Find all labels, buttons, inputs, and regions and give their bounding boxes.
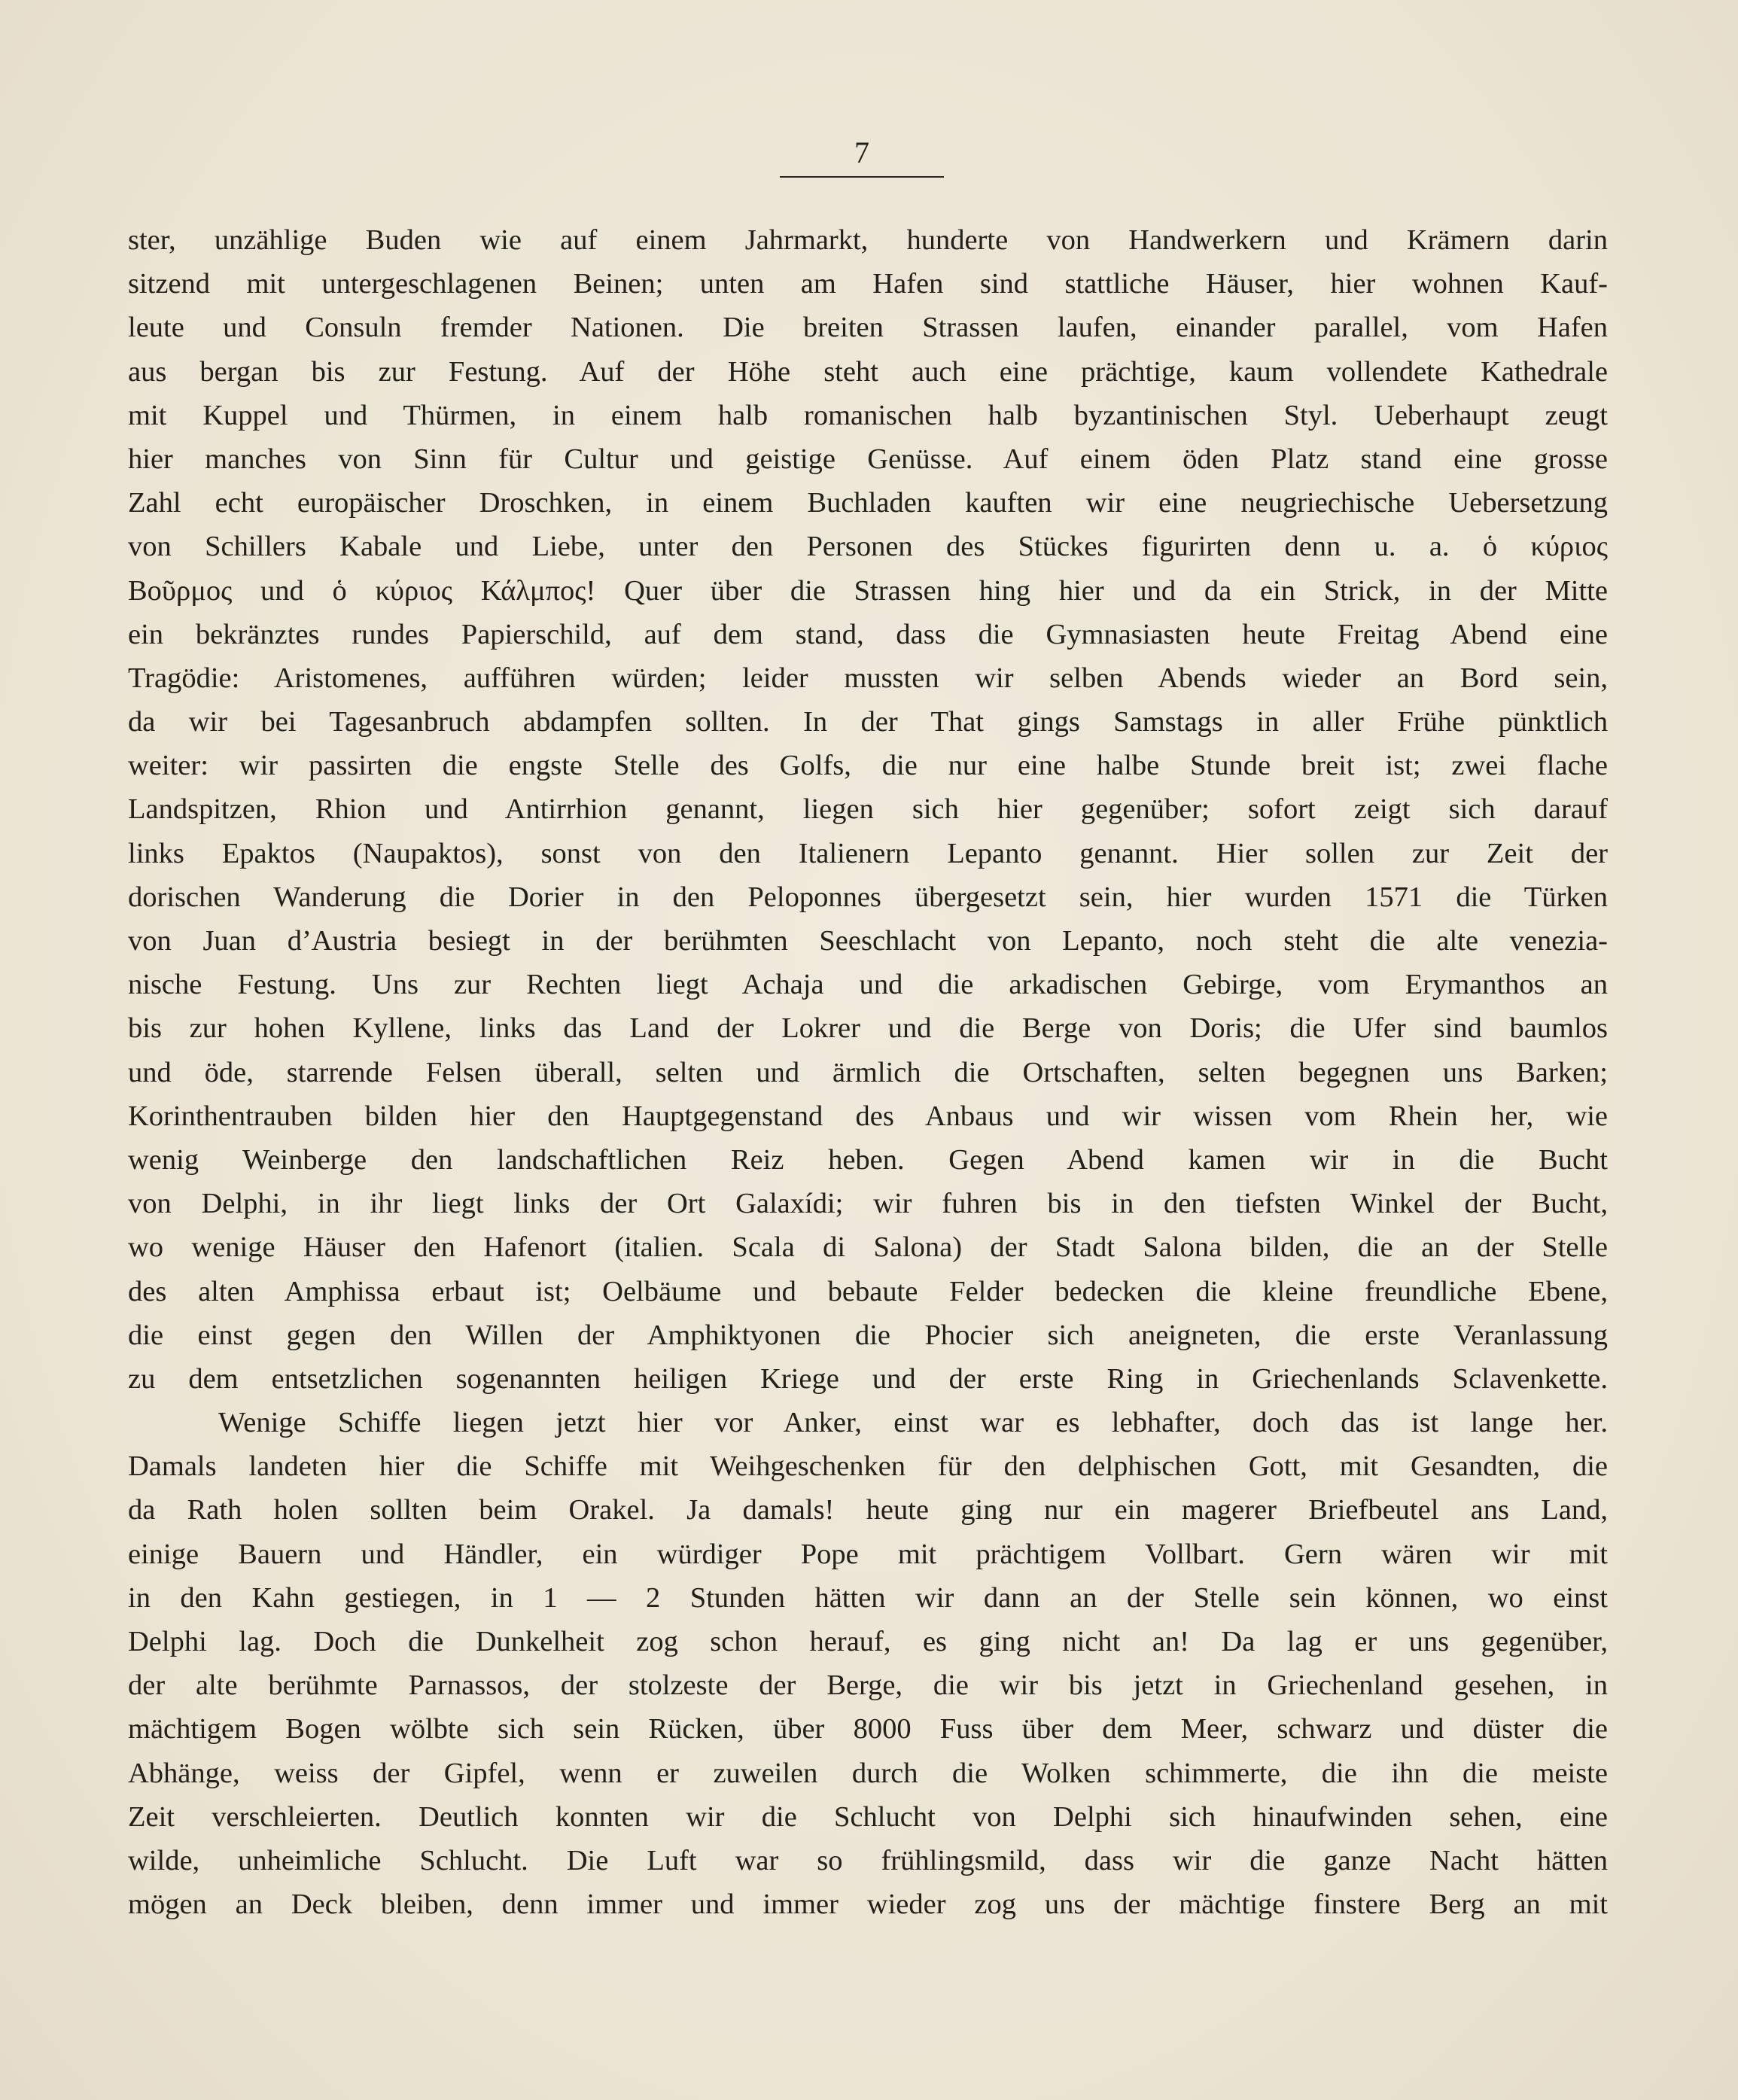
text-line: mögen an Deck bleiben, denn immer und immer wieder zog uns der mächtige finstere Berg an mit [128,1888,1608,1921]
text-line: Tragödie: Aristomenes, aufführen würden; leider mussten wir selben Abends wieder an Bord sein, [128,662,1608,694]
text-line: da wir bei Tagesanbruch abdampfen sollten. In der That gings Samstags in aller Frühe pünktlich [128,706,1608,738]
text-line: Abhänge, weiss der Gipfel, wenn er zuweilen durch die Wolken schimmerte, die ihn die meiste [128,1757,1608,1789]
text-line: Wenige Schiffe liegen jetzt hier vor Anker, einst war es lebhafter, doch das ist lange her. [218,1407,1608,1439]
body-text [128,218,1608,1926]
text-line: Damals landeten hier die Schiffe mit Weihgeschenken für den delphischen Gott, mit Gesandten, die [128,1450,1608,1483]
text-line: der alte berühmte Parnassos, der stolzeste der Berge, die wir bis jetzt in Griechenland gesehen, in [128,1669,1608,1702]
text-line: die einst gegen den Willen der Amphiktyonen die Phocier sich aneigneten, die erste Veranlassung [128,1319,1608,1351]
text-line: wenig Weinberge den landschaftlichen Reiz heben. Gegen Abend kamen wir in die Bucht [128,1143,1608,1176]
text-line: von Delphi, in ihr liegt links der Ort Galaxídi; wir fuhren bis in den tiefsten Winkel der Bucht, [128,1188,1608,1220]
text-line: wo wenige Häuser den Hafenort (italien. Scala di Salona) der Stadt Salona bilden, die an der Stelle [128,1231,1608,1264]
text-line: Delphi lag. Doch die Dunkelheit zog schon herauf, es ging nicht an! Da lag er uns gegenüber, [128,1626,1608,1657]
text-line: in den Kahn gestiegen, in 1 — 2 Stunden hätten wir dann an der Stelle sein können, wo einst [128,1581,1608,1614]
text-line: Zeit verschleierten. Deutlich konnten wir die Schlucht von Delphi sich hinaufwinden sehen, eine [128,1800,1608,1833]
text-line: Korinthentrauben bilden hier den Hauptgegenstand des Anbaus und wir wissen vom Rhein her, wie [128,1100,1608,1132]
text-line: mächtigem Bogen wölbte sich sein Rücken, über 8000 Fuss über dem Meer, schwarz und düster die [128,1713,1608,1745]
page-number: 7 [854,135,869,169]
text-line: Βοῦρμος und ὁ κύριος Κάλμπος! Quer über die Strassen hing hier und da ein Strick, in der Mitte [128,574,1608,607]
text-line: zu dem entsetzlichen sogenannten heiligen Kriege und der erste Ring in Griechenlands Sclavenkette. [128,1362,1608,1395]
text-line: nische Festung. Uns zur Rechten liegt Achaja und die arkadischen Gebirge, vom Erymanthos an [128,969,1608,1001]
text-line: da Rath holen sollten beim Orakel. Ja damals! heute ging nur ein magerer Briefbeutel ans Land, [128,1494,1608,1526]
text-line: Zahl echt europäischer Droschken, in einem Buchladen kauften wir eine neugriechische Uebersetzung [128,487,1608,519]
text-line: mit Kuppel und Thürmen, in einem halb romanischen halb byzantinischen Styl. Ueberhaupt zeugt [128,399,1608,431]
text-line: und öde, starrende Felsen überall, selten und ärmlich die Ortschaften, selten begegnen uns Barken; [128,1056,1608,1088]
text-line: leute und Consuln fremder Nationen. Die breiten Strassen laufen, einander parallel, vom Hafen [128,312,1608,344]
text-line: dorischen Wanderung die Dorier in den Peloponnes übergesetzt sein, hier wurden 1571 die Türken [128,881,1608,913]
text-line: ster, unzählige Buden wie auf einem Jahrmarkt, hunderte von Handwerkern und Krämern darin [128,224,1608,256]
text-line: von Juan d’Austria besiegt in der berühmten Seeschlacht von Lepanto, noch steht die alte venezia- [128,925,1608,957]
text-line: hier manches von Sinn für Cultur und geistige Genüsse. Auf einem öden Platz stand eine grosse [128,443,1608,475]
text-line: links Epaktos (Naupaktos), sonst von den Italienern Lepanto genannt. Hier sollen zur Zeit der [128,837,1608,869]
text-line: ein bekränztes rundes Papierschild, auf dem stand, dass die Gymnasiasten heute Freitag Abend eine [128,618,1608,650]
text-line: des alten Amphissa erbaut ist; Oelbäume und bebaute Felder bedecken die kleine freundliche Ebene, [128,1275,1608,1307]
text-line: von Schillers Kabale und Liebe, unter den Personen des Stückes figurirten denn u. a. ὁ κύριος [128,531,1608,563]
text-line: bis zur hohen Kyllene, links das Land der Lokrer und die Berge von Doris; die Ufer sind baumlos [128,1012,1608,1045]
text-line: einige Bauern und Händler, ein würdiger Pope mit prächtigem Vollbart. Gern wären wir mit [128,1538,1608,1570]
text-line: sitzend mit untergeschlagenen Beinen; unten am Hafen sind stattliche Häuser, hier wohnen Kauf- [128,268,1608,300]
text-line: weiter: wir passirten die engste Stelle des Golfs, die nur eine halbe Stunde breit ist; zwei flache [128,750,1608,782]
text-line: aus bergan bis zur Festung. Auf der Höhe steht auch eine prächtige, kaum vollendete Kathedrale [128,355,1608,388]
text-line: wilde, unheimliche Schlucht. Die Luft war so frühlingsmild, dass wir die ganze Nacht hätten [128,1844,1608,1876]
page-number-rule [780,176,944,178]
text-line: Landspitzen, Rhion und Antirrhion genannt, liegen sich hier gegenüber; sofort zeigt sich darauf [128,793,1608,826]
